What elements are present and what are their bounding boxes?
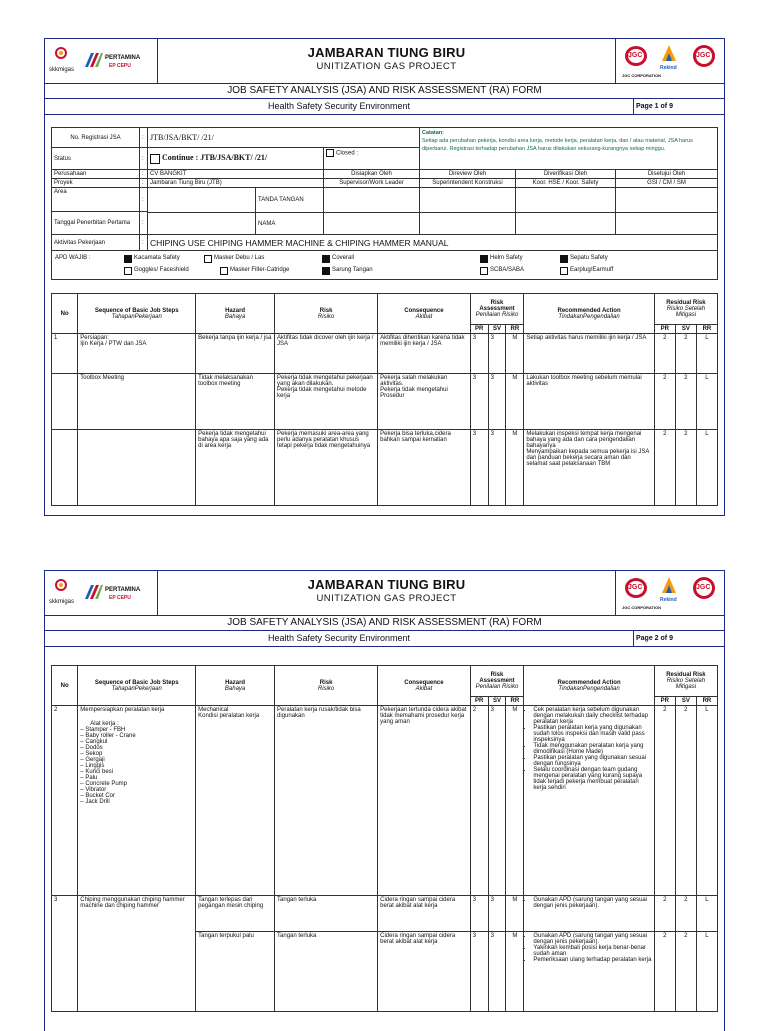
name-box-3[interactable]: [516, 213, 616, 235]
area-value[interactable]: [148, 188, 256, 213]
th-res-rr: RR: [696, 697, 717, 706]
table-row: 1 Persiapan: Ijin Kerja / PTW dan JSA Bekerja tanpa ijin kerja / jsa Aktifitas tidak dicover oleh ijin kerja / JSA Aktifitas dihentikan karena tidak memiliki ijin kerja / JSA 3 3 M Setiap aktivitas harus memiliki ijin kerja / JSA 2 2 L: [52, 334, 718, 374]
pertamina-logo-icon: [85, 585, 103, 599]
apd-masker-filter[interactable]: Masker Filter-Catridge: [220, 267, 230, 275]
client-logos: [45, 571, 158, 615]
sign-box-1[interactable]: [324, 188, 420, 213]
jsa-table-block-2: [51, 665, 718, 1012]
apd-helm[interactable]: Helm Safety: [480, 255, 490, 263]
jsa-table-block-1: [51, 293, 718, 506]
sign-role-1: Supervisor/Work Leader: [324, 179, 420, 188]
jsa-info-block: [51, 127, 718, 280]
sepatu-checkbox[interactable]: [560, 255, 568, 263]
apd-masker-debu[interactable]: Masker Debu / Las: [204, 255, 214, 263]
contractor-logos: [615, 571, 724, 615]
ep-cepu-label: EP CEPU: [109, 63, 131, 69]
ep-cepu-label: EP CEPU: [109, 595, 131, 601]
th-hazard: Hazard Bahaya: [196, 294, 275, 334]
rec-2-cell: • Cek peralatan kerja sebelum digunakan dengan melakukan daily checklist terhadap peralatan kerja • Pastikan peralatan kerja yang digunakan sudah lolos inspeksi dan masih valid pass inspeksinya • Tidak menggunakan peralatan kerja yang dimodifikasi (Home Made) • Pastikan peralatan yang digunakan sesuai dengan fungsinya • Selalu coordinasi dengan team gudang mengenai peralatan yang kurang supaya tidak terjadi pekerja membuat peralatan kerja sendiri: [524, 706, 654, 896]
th-risk: Risk Risiko: [275, 294, 378, 334]
skkmigas-logo-icon: [51, 45, 71, 65]
apd-goggles[interactable]: Goggles/ Faceshield: [124, 267, 134, 275]
form-page-1: [44, 38, 725, 516]
th-seq: Sequence of Basic Job Steps TahapanPekerjaan: [78, 666, 196, 706]
masker-filter-checkbox[interactable]: [220, 267, 228, 275]
th-cons: Consequence Akibat: [378, 666, 471, 706]
rekind-logo-icon: [658, 43, 680, 63]
page-number: Page 1 of 9: [636, 103, 673, 110]
th-risk: Risk Risiko: [275, 666, 378, 706]
sign-role-3: Koor. HSE / Koor. Safety: [516, 179, 616, 188]
project-subtitle: UNITIZATION GAS PROJECT: [316, 61, 457, 72]
name-box-2[interactable]: [420, 213, 516, 235]
th-pr: PR: [470, 697, 488, 706]
sarung-tangan-checkbox[interactable]: [322, 267, 330, 275]
helm-checkbox[interactable]: [480, 255, 488, 263]
page-header: [45, 39, 724, 84]
status-continue[interactable]: Continue : JTB/JSA/BKT/ /21/: [148, 148, 324, 170]
th-rec: Recommended Action TindakanPengendalian: [524, 666, 654, 706]
th-hazard: Hazard Bahaya: [196, 666, 275, 706]
catatan-note: [420, 128, 718, 170]
apd-kacamata[interactable]: Kacamata Safety: [124, 255, 134, 263]
proyek-value[interactable]: Jambaran Tiung Biru (JTB): [148, 179, 324, 188]
project-title: JAMBARAN TIUNG BIRU: [307, 45, 466, 60]
project-subtitle: UNITIZATION GAS PROJECT: [316, 593, 457, 604]
name-box-4[interactable]: [616, 213, 718, 235]
apd-sepatu[interactable]: Sepatu Safety: [560, 255, 570, 263]
th-ra: Risk Assessment Penilaian Risiko: [470, 294, 524, 325]
coverall-checkbox[interactable]: [322, 255, 330, 263]
sign-box-4[interactable]: [616, 188, 718, 213]
rekind-logo-icon: [658, 575, 680, 595]
th-sv: SV: [488, 697, 506, 706]
earplug-checkbox[interactable]: [560, 267, 568, 275]
catatan-text: Setiap ada perubahan pekerja, kondisi area kerja, metode kerja, peralatan kerja, dan / atau material, JSA harus diperbarui. Registrasi terhadap perubahan JSA harus dilakukan sekurang-kurangnya setiap minggu.: [422, 138, 693, 152]
sign-header-1: Disiapkan Oleh: [324, 170, 420, 179]
th-rec: Recommended Action TindakanPengendalian: [524, 294, 654, 334]
skkmigas-label: skkmigas: [49, 599, 75, 605]
table-row: Pekerja tidak mengetahui bahaya apa saja yang ada di area kerja Pekerja memasuki area-area yang perlu adanya peralatan khusus tetapi pekerja tidak mengetahuinya Pekerja bisa terluka,cidera bahkan sampai kematian 3 3 M Melakukan inspeksi tempat kerja mengenai bahaya yang ada dan cara pengendalian bahayanya Menyampaikan kepada semua pekerja isi JSA dan panduan bekerja secara aman dan selamat saat pelaksanaan TBM 2 2 L: [52, 430, 718, 506]
th-res-rr: RR: [696, 325, 717, 334]
form-title: JOB SAFETY ANALYSIS (JSA) AND RISK ASSESSMENT (RA) FORM: [45, 616, 724, 631]
status-closed[interactable]: Closed :: [324, 148, 420, 170]
th-seq: Sequence of Basic Job Steps TahapanPekerjaan: [78, 294, 196, 334]
area-label: Area: [52, 188, 140, 212]
jgc-label: JGC: [628, 584, 643, 591]
aktivitas-label: Aktivitas Pekerjaan: [52, 235, 140, 251]
tanda-tangan-label: TANDA TANGAN: [256, 188, 324, 213]
pertamina-label: PERTAMINA: [105, 55, 141, 61]
th-ra: Risk Assessment Penilaian Risiko: [470, 666, 524, 697]
sign-role-2: Superintendent Konstruksi: [420, 179, 516, 188]
perusahaan-label: Perusahaan: [52, 170, 140, 179]
th-sv: SV: [488, 325, 506, 334]
apd-earplug[interactable]: Earplug/Earmuff: [560, 267, 570, 275]
th-res-sv: SV: [675, 325, 696, 334]
sign-header-3: Diverifikasi Oleh: [516, 170, 616, 179]
jgc-corporation-label: JGC CORPORATION: [622, 605, 662, 610]
form-title: JOB SAFETY ANALYSIS (JSA) AND RISK ASSESSMENT (RA) FORM: [45, 84, 724, 99]
dept-name: Health Safety Security Environment: [45, 631, 634, 646]
perusahaan-value[interactable]: CV BANGKIT: [148, 170, 324, 179]
jgc-2-label: JGC: [696, 584, 711, 591]
apd-scba[interactable]: SCBA/SABA: [480, 267, 490, 275]
sign-header-2: Direview Oleh: [420, 170, 516, 179]
name-box-1[interactable]: [324, 213, 420, 235]
jsa-info-table: No. Registrasi JSA : JTB/JSA/BKT/ /21/ Catatan: Setiap ada perubahan pekerja, kondisi area kerja, metode kerja, peralatan kerja, dan / atau material, JSA harus diperbarui. Registrasi terhadap perubahan JSA harus dilakukan sekurang-kurangnya setiap minggu. Status : Continue : JTB/JSA/BKT/ /21/ Closed : Perusahaan : CV BANGKIT Disiapkan Oleh Direview Oleh Diverifikasi Oleh Disetujui Oleh Proyek : Jambaran Tiung Biru (JTB) Supervisor/Work Leader Superintendent Konstruksi Koor. HSE / Koor. Safety GSI / CM / SM Area : TANDA TANGAN Tanggal Penerbitan Pertama : NAMA Aktivitas Pekerjaan : CHIPING USE CHIPING HAMMER MACHINE & CHIPING HAMMER MANUAL: [51, 127, 718, 251]
rekind-label: Rekind: [660, 65, 677, 71]
tanggal-label: Tanggal Penerbitan Pertama: [52, 212, 140, 235]
jsa-table-2: [51, 665, 718, 1012]
th-res: Residual Risk Risiko Setelah Mitigasi: [654, 294, 717, 325]
jgc-2-label: JGC: [696, 52, 711, 59]
form-page-2: [44, 570, 725, 1031]
skkmigas-label: skkmigas: [49, 67, 75, 73]
th-res-pr: PR: [654, 325, 675, 334]
sign-box-3[interactable]: [516, 188, 616, 213]
dept-name: Health Safety Security Environment: [45, 99, 634, 114]
status-label: Status: [52, 148, 140, 170]
apd-sarung-tangan[interactable]: Sarung Tangan: [322, 267, 332, 275]
proyek-label: Proyek: [52, 179, 140, 188]
page-number: Page 2 of 9: [636, 635, 673, 642]
pertamina-logo-icon: [85, 53, 103, 67]
masker-debu-checkbox[interactable]: [204, 255, 212, 263]
reg-value[interactable]: JTB/JSA/BKT/ /21/: [148, 128, 420, 148]
sign-role-4: GSI / CM / SM: [616, 179, 718, 188]
th-res-pr: PR: [654, 697, 675, 706]
catatan-title: Catatan:: [422, 130, 445, 136]
goggles-checkbox[interactable]: [124, 267, 132, 275]
reg-label: No. Registrasi JSA: [52, 128, 140, 148]
dept-row: [45, 99, 724, 115]
aktivitas-value[interactable]: CHIPING USE CHIPING HAMMER MACHINE & CHIPING HAMMER MANUAL: [148, 235, 718, 251]
table-row: Tangan terpukul palu Tangan terluka Cidera ringan sampai cidera berat akibat alat kerja 3 3 M • Gunakan APD (sarung tangan yang sesuai dengan jenis pekerjaan). • Yakinkan kembali posisi kerja benar-benar sudah aman • Pemeriksaan ulang terhadap peralatan kerja 2 2 L: [52, 932, 718, 1012]
th-no: No: [52, 294, 78, 334]
th-res-sv: SV: [675, 697, 696, 706]
th-rr: RR: [506, 325, 524, 334]
rekind-label: Rekind: [660, 597, 677, 603]
contractor-logos: [615, 39, 724, 83]
table-row: Toolbox Meeting Tidak melaksanakan toolbox meeting Pekerja tidak mengetahui pekerjaan yang akan dilakukan. Pekerja tidak mengetahui metode kerja Pekerja salah melakukan aktivitas. Pekerja tidak mengetahui Prosedur 3 3 M Lakukan toolbox meeting sebelum memulai aktivitas 2 2 L: [52, 374, 718, 430]
jsa-table-1: [51, 293, 718, 506]
closed-checkbox[interactable]: [326, 149, 334, 157]
continue-checkbox[interactable]: [150, 154, 160, 164]
table-row: 2 Mempersiapkan peralatan kerja Alat kerja : – Stamper - FBH – Baby roller - Crane – Cangkul – Dodos – Sekop – Gergaji – Linggis – Kunci besi – Palu – Concrete Pump – Vibrator – Bucket Cor – Jack Drill Mechanical Kondisi peralatan kerja Peralatan kerja rusak/tidak bisa digunakan Pekerjaan tertunda cidera akibat tidak memahami prosedur kerja yang aman 2 3 M • Cek peralatan kerja sebelum digunakan dengan melakukan daily checklist terhadap peralatan kerja • Pastikan peralatan kerja yang digunakan sudah lolos inspeksi dan masih valid pass inspeksinya • Tidak menggunakan peralatan kerja yang dimodifikasi (Home Made) • Pastikan peralatan yang digunakan sesuai dengan fungsinya • Selalu coordinasi dengan team gudang mengenai peralatan yang kurang supaya tidak terjadi pekerja membuat peralatan kerja sendiri 2 2 L: [52, 706, 718, 896]
project-title-block: [157, 45, 616, 72]
apd-label: APD WAJIB :: [55, 255, 91, 261]
project-title-block: [157, 577, 616, 604]
th-cons: Consequence Akibat: [378, 294, 471, 334]
kacamata-checkbox[interactable]: [124, 255, 132, 263]
table-row: 3 Chiping menggunakan chiping hammer machine dan chiping hammer Tangan terlepas dari pegangan mesin chiping Tangan terluka Cidera ringan sampai cidera berat akibat alat kerja 3 3 M • Gunakan APD (sarung tangan yang sesuai dengan jenis pekerjaan). 2 2 L: [52, 896, 718, 932]
apd-wajib-block: [51, 251, 718, 280]
step-2-cell: Mempersiapkan peralatan kerja Alat kerja : – Stamper - FBH – Baby roller - Crane – Cangkul – Dodos – Sekop – Gergaji – Linggis – Kunci besi – Palu – Concrete Pump – Vibrator – Bucket Cor – Jack Drill: [78, 706, 196, 896]
tanggal-value[interactable]: [148, 213, 256, 235]
project-title: JAMBARAN TIUNG BIRU: [307, 577, 466, 592]
pertamina-label: PERTAMINA: [105, 587, 141, 593]
client-logos: [45, 39, 158, 83]
th-rr: RR: [506, 697, 524, 706]
page-header: [45, 571, 724, 616]
sign-box-2[interactable]: [420, 188, 516, 213]
skkmigas-logo-icon: [51, 577, 71, 597]
dept-row: [45, 631, 724, 647]
jgc-corporation-label: JGC CORPORATION: [622, 73, 662, 78]
scba-checkbox[interactable]: [480, 267, 488, 275]
th-no: No: [52, 666, 78, 706]
th-pr: PR: [470, 325, 488, 334]
sign-header-4: Disetujui Oleh: [616, 170, 718, 179]
th-res: Residual Risk Risiko Setelah Mitigasi: [654, 666, 717, 697]
jgc-label: JGC: [628, 52, 643, 59]
apd-coverall[interactable]: Coverall: [322, 255, 332, 263]
nama-label: NAMA: [256, 213, 324, 235]
